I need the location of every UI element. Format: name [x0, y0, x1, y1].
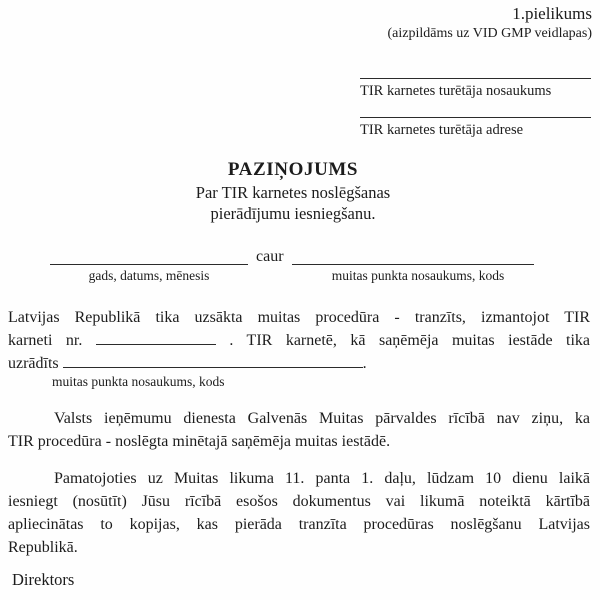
carnet-number-blank-line	[96, 332, 216, 345]
document-subtitle-line1: Par TIR karnetes noslēgšanas	[195, 183, 391, 202]
date-and-office-row	[50, 249, 542, 284]
signature-title: Direktors	[12, 570, 75, 589]
annex-header	[387, 3, 592, 43]
paragraph1-line2-text-before: karneti nr.	[8, 332, 83, 349]
holder-address-field	[360, 117, 591, 139]
paragraph2-line2: TIR procedūra - noslēgta minētajā saņēmēja muitas iestādē.	[8, 433, 391, 450]
title-block	[0, 158, 586, 224]
holder-address-label: TIR karnetes turētāja adrese	[360, 122, 524, 138]
paragraph1-line3-period: .	[362, 355, 367, 372]
document-title: PAZIŅOJUMS	[227, 159, 359, 180]
annex-note: (aizpildāms uz VID GMP veidlapas)	[387, 26, 592, 41]
holder-name-field	[360, 78, 591, 100]
date-blank-line	[50, 251, 248, 265]
paragraph1-line2-text-after: . TIR karnetē, kā saņēmēja muitas iestāde tika	[229, 332, 591, 349]
holder-name-label: TIR karnetes turētāja nosaukums	[360, 83, 552, 99]
paragraph3-line3: apliecinātas to kopijas, kas pierāda tranzīta procedūras noslēgšanu Latvijas	[8, 516, 590, 533]
carnet-holder-fields	[360, 78, 591, 139]
paragraph1-line1: Latvijas Republikā tika uzsākta muitas procedūra - tranzīts, izmantojot TIR	[8, 309, 590, 326]
paragraph1-line3-text-before: uzrādīts	[8, 355, 59, 372]
connector-word: caur	[256, 248, 284, 265]
paragraph2-line1: Valsts ieņēmumu dienesta Galvenās Muitas pārvaldes rīcībā nav ziņu, ka	[54, 410, 590, 427]
paragraph-transit-procedure	[8, 306, 590, 390]
date-and-office-blanks	[50, 249, 542, 265]
paragraph3-line1: Pamatojoties uz Muitas likuma 11. panta 1. daļu, lūdzam 10 dienu laikā	[54, 470, 590, 487]
annex-number: 1.pielikums	[512, 4, 592, 23]
office-blank-label: muitas punkta nosaukums, kods	[331, 268, 505, 283]
paragraph-no-information	[8, 407, 590, 453]
labels-spacer	[248, 267, 297, 284]
paragraph3-line2: iesniegt (nosūtīt) Jūsu rīcībā esošos dokumentus vai likumā noteiktā kārtībā	[8, 493, 590, 510]
paragraph3-line4: Republikā.	[8, 539, 78, 556]
office-blank-line	[292, 251, 534, 265]
destination-office-blank-line	[63, 355, 363, 368]
date-blank-label: gads, datums, mēnesis	[88, 268, 210, 283]
date-and-office-labels	[50, 267, 542, 284]
paragraph1-line2	[8, 329, 590, 352]
paragraph1-line3	[8, 352, 590, 375]
document-subtitle-line2: pierādījumu iesniegšanu.	[210, 204, 376, 223]
destination-office-blank-label: muitas punkta nosaukums, kods	[52, 374, 225, 389]
paragraph-request-documents	[8, 467, 590, 559]
